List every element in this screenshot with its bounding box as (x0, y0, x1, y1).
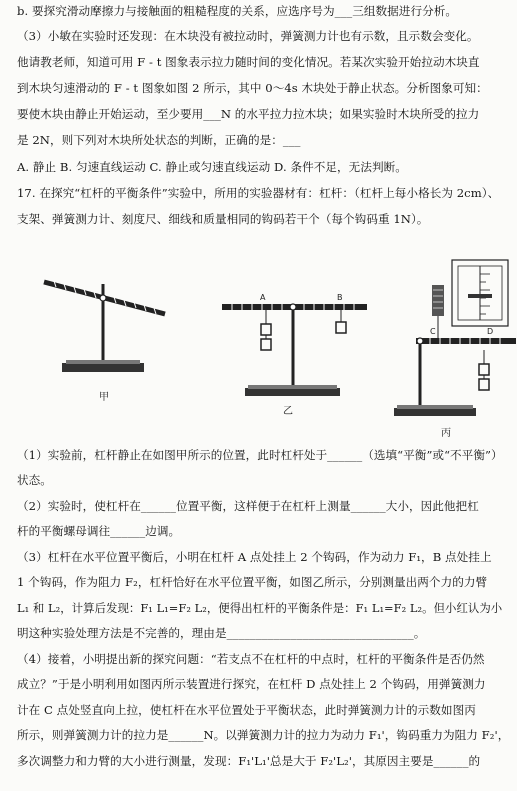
text-line: 1 个钩码，作为阻力 F₂，杠杆恰好在水平位置平衡，如图乙所示，分别测量出两个力的力臂 (17, 575, 488, 589)
point-d-label: D (487, 327, 494, 336)
text-line: L₁ 和 L₂，计算后发现：F₁ L₁=F₂ L₂，便得出杠杆的平衡条件是：F₁ L₁=F₂ L₂。但小红认为小 (17, 601, 503, 615)
point-c-label: C (430, 327, 436, 336)
figure-yi-caption: 乙 (283, 406, 293, 417)
text-line: 要使木块由静止开始运动，至少要用___N 的水平拉力拉木块；如果实验时木块所受的拉力 (17, 107, 480, 121)
text-line: 计在 C 点处竖直向上拉，使杠杆在水平位置处于平衡状态，此时弹簧测力计的示数如图丙 (17, 703, 476, 717)
question-17-header: 17. 在探究“杠杆的平衡条件”实验中，所用的实验器材有：杠杆：（杠杆上每小格长为 2cm）、 (17, 186, 500, 200)
text-line: 成立？”于是小明利用如图丙所示装置进行探究，在杠杆 D 点处挂上 2 个钩码，用弹簧测力 (17, 677, 486, 691)
text-line: 多次调整力和力臂的大小进行测量，发现：F₁'L₁'总是大于 F₂'L₂'，其原因主要是______的 (17, 754, 481, 768)
figure-yi (210, 280, 380, 410)
text-line: （4）接着，小明提出新的探究问题：“若支点不在杠杆的中点时，杠杆的平衡条件是否仍然 (17, 652, 485, 666)
text-line: （3）小敏在实验时还发现：在木块没有被拉动时，弹簧测力计也有示数，且示数会变化。 (17, 29, 479, 43)
text-line: （3）杠杆在水平位置平衡后，小明在杠杆 A 点处挂上 2 个钩码，作为动力 F₁，B 点处挂上 (17, 550, 492, 564)
text-line: 状态。 (17, 473, 52, 487)
text-line: 所示，则弹簧测力计的拉力是______N。以弹簧测力计的拉力为动力 F₁'，钩码重力为阻力 F₂'， (17, 728, 510, 742)
figure-jia-caption: 甲 (99, 392, 109, 403)
text-line: 到木块匀速滑动的 F - t 图象如图 2 所示，其中 0～4s 木块处于静止状态。分析图象可知： (17, 81, 488, 95)
lever-spring-scale-diagram (392, 250, 517, 425)
text-line: 杆的平衡螺母调往______边调。 (17, 524, 181, 538)
figure-bing-caption: 丙 (441, 428, 451, 439)
figure-bing (392, 250, 517, 425)
text-line: 他请教老师，知道可用 F - t 图象表示拉力随时间的变化情况。若某次实验开始拉动木块直 (17, 55, 480, 69)
figure-jia (40, 260, 175, 400)
lever-balanced-diagram (210, 280, 380, 410)
text-line: （2）实验时，使杠杆在______位置平衡，这样便于在杠杆上测量______大小，因此他把杠 (17, 499, 479, 513)
text-line: 明这种实验处理方法是不完善的，理由是________________________________。 (17, 626, 426, 640)
text-line: （1）实验前，杠杆静止在如图甲所示的位置，此时杠杆处于______（选填“平衡”或“不平衡”） (17, 448, 503, 462)
text-line: 是 2N，则下列对木块所处状态的判断，正确的是：___ (17, 133, 301, 147)
point-b-label: B (337, 293, 343, 302)
text-line: A. 静止 B. 匀速直线运动 C. 静止或匀速直线运动 D. 条件不足，无法判断。 (17, 160, 407, 174)
lever-tilted-diagram (40, 260, 175, 400)
text-line: 支架、弹簧测力计、刻度尺、细线和质量相同的钩码若干个（每个钩码重 1N）。 (17, 212, 429, 226)
point-a-label: A (260, 293, 266, 302)
text-line: b. 要探究滑动摩擦力与接触面的粗糙程度的关系，应选序号为___三组数据进行分析。 (17, 4, 458, 18)
